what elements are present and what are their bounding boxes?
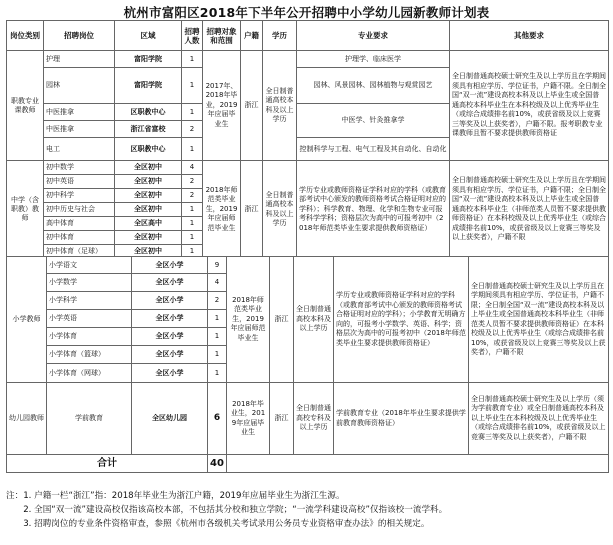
target-cell: 2017年、2018年毕业，2019年应届毕业生 (203, 51, 241, 161)
unit-cell: 全区幼儿园 (132, 383, 208, 455)
other-requirements-cell: 全日制普通高校硕士研究生及以上学历（须为学前教育专业）或全日制普通高校本科及以上毕业生在本科校级及以上优秀毕业生（或综合成绩排名前10%，或获省级及以上竞赛三等奖及以上获奖者），户籍不限 (469, 383, 609, 455)
unit-cell: 全区小学 (132, 257, 208, 274)
other-requirements-cell: 全日制普通高校硕士研究生及以上学历且在学期间须具有相应学历、学位证书，户籍不限；全日制全国“双一流”建设高校本科及以上毕业生或全国普通高校本科毕业生（非师范类人员暂不要求提供教师资格证）在本科校级及以上优秀毕业生（或综合成绩排名前10%，或获省级及以上竞赛三等奖及以上获奖者），户籍不限 (450, 161, 609, 259)
header-other: 其他要求 (450, 21, 609, 51)
category-cell: 职教专业课教师 (7, 51, 44, 161)
unit-cell: 全区小学 (132, 310, 208, 328)
other-requirements-cell: 全日制普通高校硕士研究生及以上学历且在学期间须具有相应学历、学位证书，户籍不限；全日制全国“双一流”建设高校本科及以上毕业生或全国普通高校本科毕业生（非师范类人员暂不要求提供教师资格证）在本科校级及以上优秀毕业生（或综合成绩排名前10%，或获省级及以上竞赛三等奖及以上获奖者），户籍不限 (469, 257, 609, 383)
hukou-cell: 浙江 (270, 257, 294, 383)
unit-cell: 区职教中心 (115, 138, 182, 161)
position-cell: 小学体育 (47, 328, 132, 346)
position-cell: 小学语文 (47, 257, 132, 274)
position-cell: 小学体育（篮球） (47, 346, 132, 364)
unit-cell: 全区高中 (115, 217, 182, 231)
count-cell: 1 (182, 245, 203, 259)
position-cell: 初中英语 (44, 175, 115, 189)
unit-cell: 区职教中心 (115, 104, 182, 121)
count-cell: 2 (182, 121, 203, 138)
major-cell: 园林、风景园林、园林植物与观赏园艺 (297, 68, 450, 104)
position-cell: 园林 (44, 68, 115, 104)
major-requirements-cell: 学历专业或教师资格证学科对应的学科（或教育部考试中心颁发的教师资格考试合格证明对应的学科）；小学教育无明确方向的，可报考小学数学、英语、科学；资格层次为高中的可报考初中（2018年师范类毕业生要求提供教师资格证） (334, 257, 469, 383)
header-hukou: 户籍 (241, 21, 263, 51)
count-cell: 1 (182, 68, 203, 104)
header-unit: 区域 (115, 21, 182, 51)
target-cell: 2018年师范类毕业生，2019年应届师范毕业生 (203, 161, 241, 259)
total-row (7, 455, 609, 473)
header-major: 专业要求 (297, 21, 450, 51)
position-cell: 中医推拿 (44, 121, 115, 138)
table-row (7, 51, 609, 68)
count-cell: 1 (208, 364, 227, 383)
count-cell: 1 (208, 328, 227, 346)
notes (6, 489, 608, 531)
major-requirements-cell: 学历专业或教师资格证学科对应的学科（或教育部考试中心颁发的教师资格考试合格证明对应的学科）；科学教育、物理、化学和生物专业可报考科学学科；资格层次为高中的可报考初中（2018年师范类毕业生要求提供教师资格证） (297, 161, 450, 259)
total-empty (227, 455, 609, 473)
education-cell: 全日制普通高校专科及以上学历 (294, 383, 334, 455)
unit-cell: 全区初中 (115, 175, 182, 189)
category-cell: 幼儿园教师 (7, 383, 47, 455)
note-2: 2. 全国“双一流”建设高校仅指该高校本部，不包括其分校和独立学院；“一流学科建设高校”仅指该校一流学科。 (6, 505, 448, 515)
unit-cell: 全区初中 (115, 231, 182, 245)
header-position: 招聘岗位 (44, 21, 115, 51)
count-cell: 1 (182, 104, 203, 121)
unit-cell: 富阳学院 (115, 68, 182, 104)
target-cell: 2018年师范类毕业生，2019年应届师范毕业生 (227, 257, 270, 383)
position-cell: 初中数学 (44, 161, 115, 175)
major-cell: 中医学、针灸推拿学 (297, 104, 450, 138)
table-row (7, 161, 609, 175)
other-requirements-cell: 全日制普通高校硕士研究生及以上学历且在学期间须具有相应学历、学位证书，户籍不限。全日制全国“双一流”建设高校本科及以上毕业生或全国普通高校本科毕业生在本科校级及以上优秀毕业生（或综合成绩排名前10%，或获省级及以上竞赛三等奖及以上获奖者），户籍不限。报考职教专业课教师且暂不要求提供教师资格证 (450, 51, 609, 161)
position-cell: 初中历史与社会 (44, 203, 115, 217)
header-education: 学历 (263, 21, 297, 51)
unit-cell: 富阳学院 (115, 51, 182, 68)
unit-cell: 全区小学 (132, 346, 208, 364)
count-cell: 1 (182, 51, 203, 68)
recruitment-table-top (6, 20, 609, 259)
hukou-cell: 浙江 (270, 383, 294, 455)
unit-cell: 全区初中 (115, 245, 182, 259)
unit-cell: 浙江省富校 (115, 121, 182, 138)
count-cell: 2 (182, 189, 203, 203)
count-cell: 1 (182, 203, 203, 217)
position-cell: 中医推拿 (44, 104, 115, 121)
unit-cell: 全区小学 (132, 274, 208, 292)
count-cell: 2 (182, 175, 203, 189)
position-cell: 电工 (44, 138, 115, 161)
position-cell: 初中科学 (44, 189, 115, 203)
count-cell: 9 (208, 257, 227, 274)
table-row (7, 257, 609, 274)
education-cell: 全日制普通高校本科及以上学历 (263, 161, 297, 259)
position-cell: 小学数学 (47, 274, 132, 292)
target-cell: 2018年毕业生，2019年应届毕业生 (227, 383, 270, 455)
position-cell: 初中体育 (44, 231, 115, 245)
position-cell: 学前教育 (47, 383, 132, 455)
note-3: 3. 招聘岗位的专业条件资格审查，参照《杭州市各级机关考试录用公务员专业资格审查办法》的相关规定。 (6, 519, 430, 529)
position-cell: 高中体育 (44, 217, 115, 231)
hukou-cell: 浙江 (241, 51, 263, 161)
count-cell: 4 (182, 161, 203, 175)
count-cell: 1 (182, 217, 203, 231)
position-cell: 小学体育（网球） (47, 364, 132, 383)
major-cell: 控制科学与工程、电气工程及其自动化、自动化 (297, 138, 450, 161)
unit-cell: 全区小学 (132, 328, 208, 346)
education-cell: 全日制普通高校本科及以上学历 (263, 51, 297, 161)
position-cell: 小学科学 (47, 292, 132, 310)
count-cell: 4 (208, 274, 227, 292)
recruitment-table-bottom (6, 256, 609, 473)
unit-cell: 全区小学 (132, 292, 208, 310)
unit-cell: 全区初中 (115, 161, 182, 175)
note-1: 注：1. 户籍一栏“浙江”指：2018年毕业生为浙江户籍，2019年应届毕业生为浙江生源。 (6, 491, 345, 501)
unit-cell: 全区小学 (132, 364, 208, 383)
total-label: 合计 (7, 455, 208, 473)
count-cell: 2 (208, 292, 227, 310)
header-category: 岗位类别 (7, 21, 44, 51)
position-cell: 护理 (44, 51, 115, 68)
table-row (7, 383, 609, 455)
position-cell: 小学英语 (47, 310, 132, 328)
major-cell: 护理学、临床医学 (297, 51, 450, 68)
position-cell: 初中体育（足球） (44, 245, 115, 259)
unit-cell: 全区初中 (115, 203, 182, 217)
page-title: 杭州市富阳区2018年下半年公开招聘中小学幼儿园新教师计划表 (123, 5, 490, 20)
total-count: 40 (208, 455, 227, 473)
major-requirements-cell: 学前教育专业（2018年毕业生要求提供学前教育教师资格证） (334, 383, 469, 455)
header-count: 招聘人数 (182, 21, 203, 51)
education-cell: 全日制普通高校本科及以上学历 (294, 257, 334, 383)
count-cell: 1 (208, 310, 227, 328)
header-row (7, 21, 609, 51)
category-cell: 中学（含职教）教师 (7, 161, 44, 259)
header-target: 招聘对象和范围 (203, 21, 241, 51)
category-cell: 小学教师 (7, 257, 47, 383)
count-cell: 6 (208, 383, 227, 455)
count-cell: 1 (208, 346, 227, 364)
count-cell: 1 (182, 138, 203, 161)
unit-cell: 全区初中 (115, 189, 182, 203)
count-cell: 1 (182, 231, 203, 245)
hukou-cell: 浙江 (241, 161, 263, 259)
